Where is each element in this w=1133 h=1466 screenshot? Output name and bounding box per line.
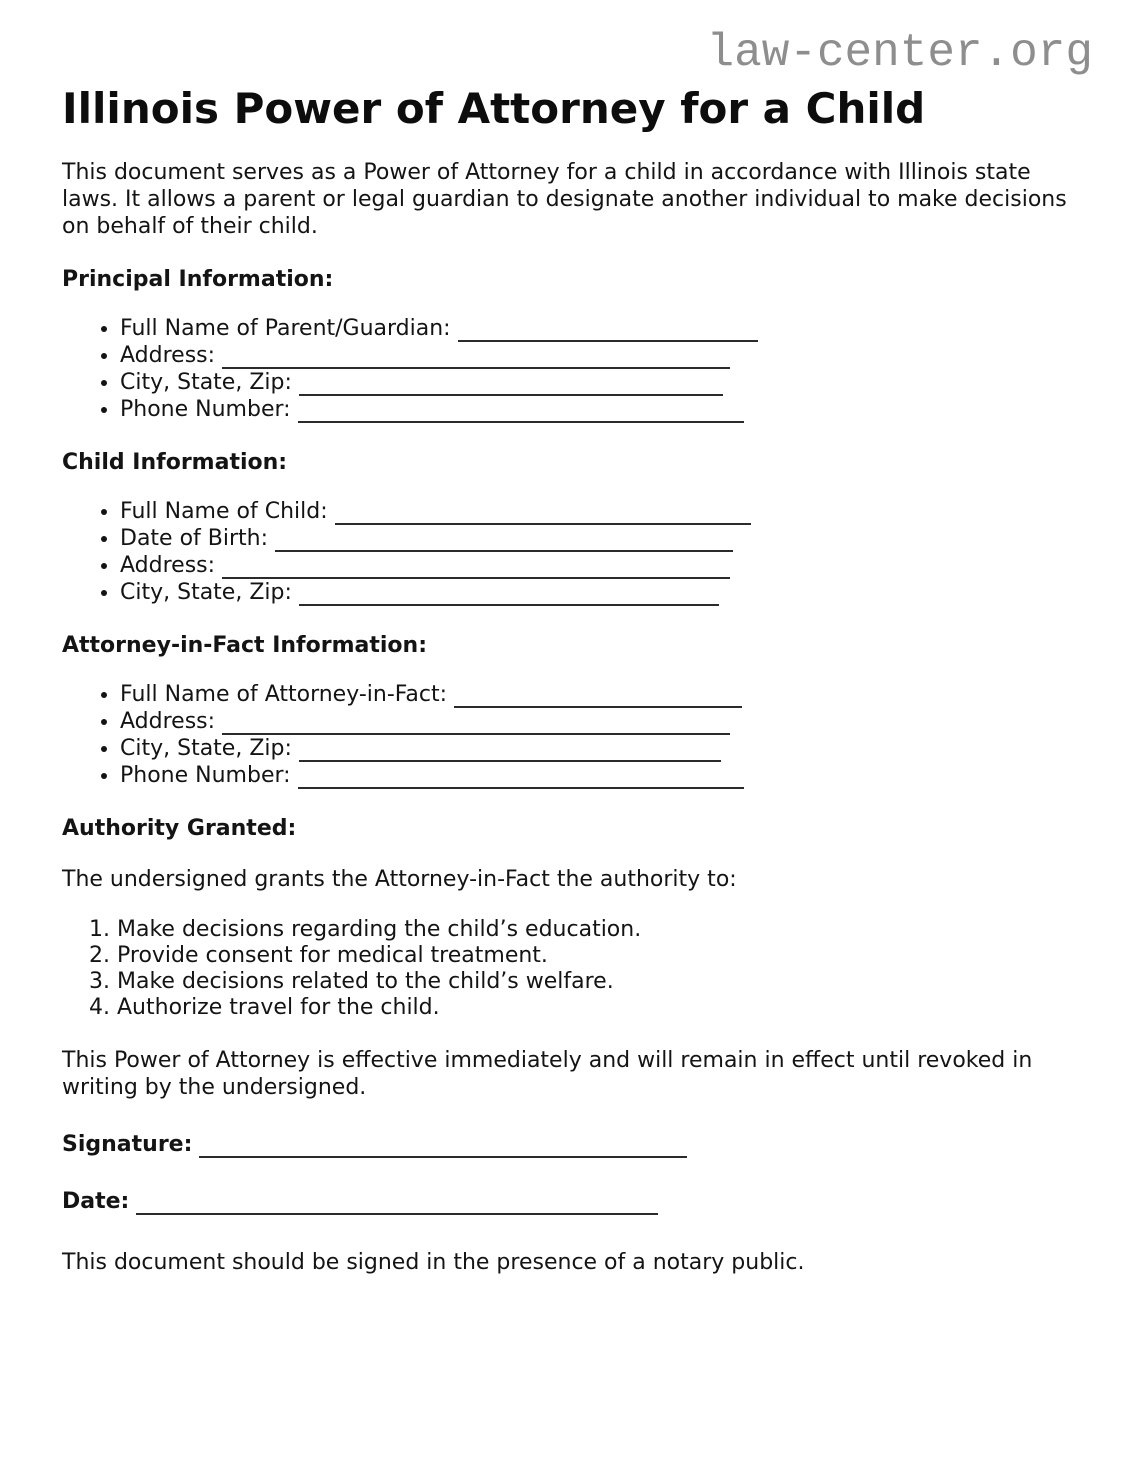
child-section-heading: Child Information: bbox=[62, 449, 288, 475]
attorney-address-field bbox=[120, 708, 1093, 735]
child-name-line bbox=[335, 499, 751, 525]
page-title: Illinois Power of Attorney for a Child bbox=[62, 83, 926, 133]
authority-section-heading: Authority Granted: bbox=[62, 815, 297, 841]
signature-row bbox=[62, 1131, 1077, 1158]
child-name-field bbox=[120, 498, 1093, 525]
attorney-address-label: Address: bbox=[120, 708, 216, 734]
principal-address-label: Address: bbox=[120, 342, 216, 368]
principal-phone-label: Phone Number: bbox=[120, 396, 291, 422]
principal-name-line bbox=[458, 316, 758, 342]
attorney-fields-list bbox=[62, 681, 1093, 789]
authority-item-welfare: 3. Make decisions related to the child’s welfare. bbox=[117, 969, 1093, 995]
attorney-phone-line bbox=[298, 763, 744, 789]
child-fields-list bbox=[62, 498, 1093, 606]
attorney-address-line bbox=[222, 709, 730, 735]
effective-clause: This Power of Attorney is effective immediately and will remain in effect until revoked in writing by the undersigned. bbox=[62, 1047, 1033, 1100]
date-label: Date: bbox=[62, 1188, 130, 1214]
authority-list bbox=[62, 917, 1093, 1021]
attorney-city-line bbox=[299, 736, 721, 762]
principal-name-field bbox=[120, 315, 1093, 342]
attorney-city-label: City, State, Zip: bbox=[120, 735, 292, 761]
principal-city-label: City, State, Zip: bbox=[120, 369, 292, 395]
attorney-section-heading: Attorney-in-Fact Information: bbox=[62, 632, 427, 658]
principal-address-field bbox=[120, 342, 1093, 369]
principal-section-heading: Principal Information: bbox=[62, 266, 334, 292]
principal-name-label: Full Name of Parent/Guardian: bbox=[120, 315, 451, 341]
notary-note: This document should be signed in the presence of a notary public. bbox=[62, 1249, 805, 1275]
attorney-phone-label: Phone Number: bbox=[120, 762, 291, 788]
date-row bbox=[62, 1188, 1077, 1215]
principal-fields-list bbox=[62, 315, 1093, 423]
principal-phone-field bbox=[120, 396, 1093, 423]
authority-item-medical: 2. Provide consent for medical treatment. bbox=[117, 943, 1093, 969]
signature-label: Signature: bbox=[62, 1131, 193, 1157]
child-address-line bbox=[222, 553, 730, 579]
authority-item-travel: 4. Authorize travel for the child. bbox=[117, 995, 1093, 1021]
child-name-label: Full Name of Child: bbox=[120, 498, 328, 524]
child-dob-label: Date of Birth: bbox=[120, 525, 269, 551]
child-dob-field bbox=[120, 525, 1093, 552]
signature-line bbox=[199, 1132, 687, 1158]
intro-paragraph: This document serves as a Power of Attorney for a child in accordance with Illinois state laws. It allows a parent or legal guardian to designate another individual to make decisions on behalf of their child. bbox=[62, 159, 1067, 239]
attorney-phone-field bbox=[120, 762, 1093, 789]
principal-city-line bbox=[299, 370, 723, 396]
child-dob-line bbox=[275, 526, 733, 552]
child-city-line bbox=[299, 580, 719, 606]
child-city-field bbox=[120, 579, 1093, 606]
attorney-name-line bbox=[454, 682, 742, 708]
attorney-name-field bbox=[120, 681, 1093, 708]
attorney-name-label: Full Name of Attorney-in-Fact: bbox=[120, 681, 448, 707]
child-city-label: City, State, Zip: bbox=[120, 579, 292, 605]
site-logo: law-center.org bbox=[706, 27, 1093, 79]
authority-lead: The undersigned grants the Attorney-in-Fact the authority to: bbox=[62, 866, 737, 892]
date-line bbox=[136, 1189, 658, 1215]
principal-address-line bbox=[222, 343, 730, 369]
child-address-field bbox=[120, 552, 1093, 579]
principal-phone-line bbox=[298, 397, 744, 423]
authority-item-education: 1. Make decisions regarding the child’s education. bbox=[117, 917, 1093, 943]
attorney-city-field bbox=[120, 735, 1093, 762]
principal-city-field bbox=[120, 369, 1093, 396]
child-address-label: Address: bbox=[120, 552, 216, 578]
